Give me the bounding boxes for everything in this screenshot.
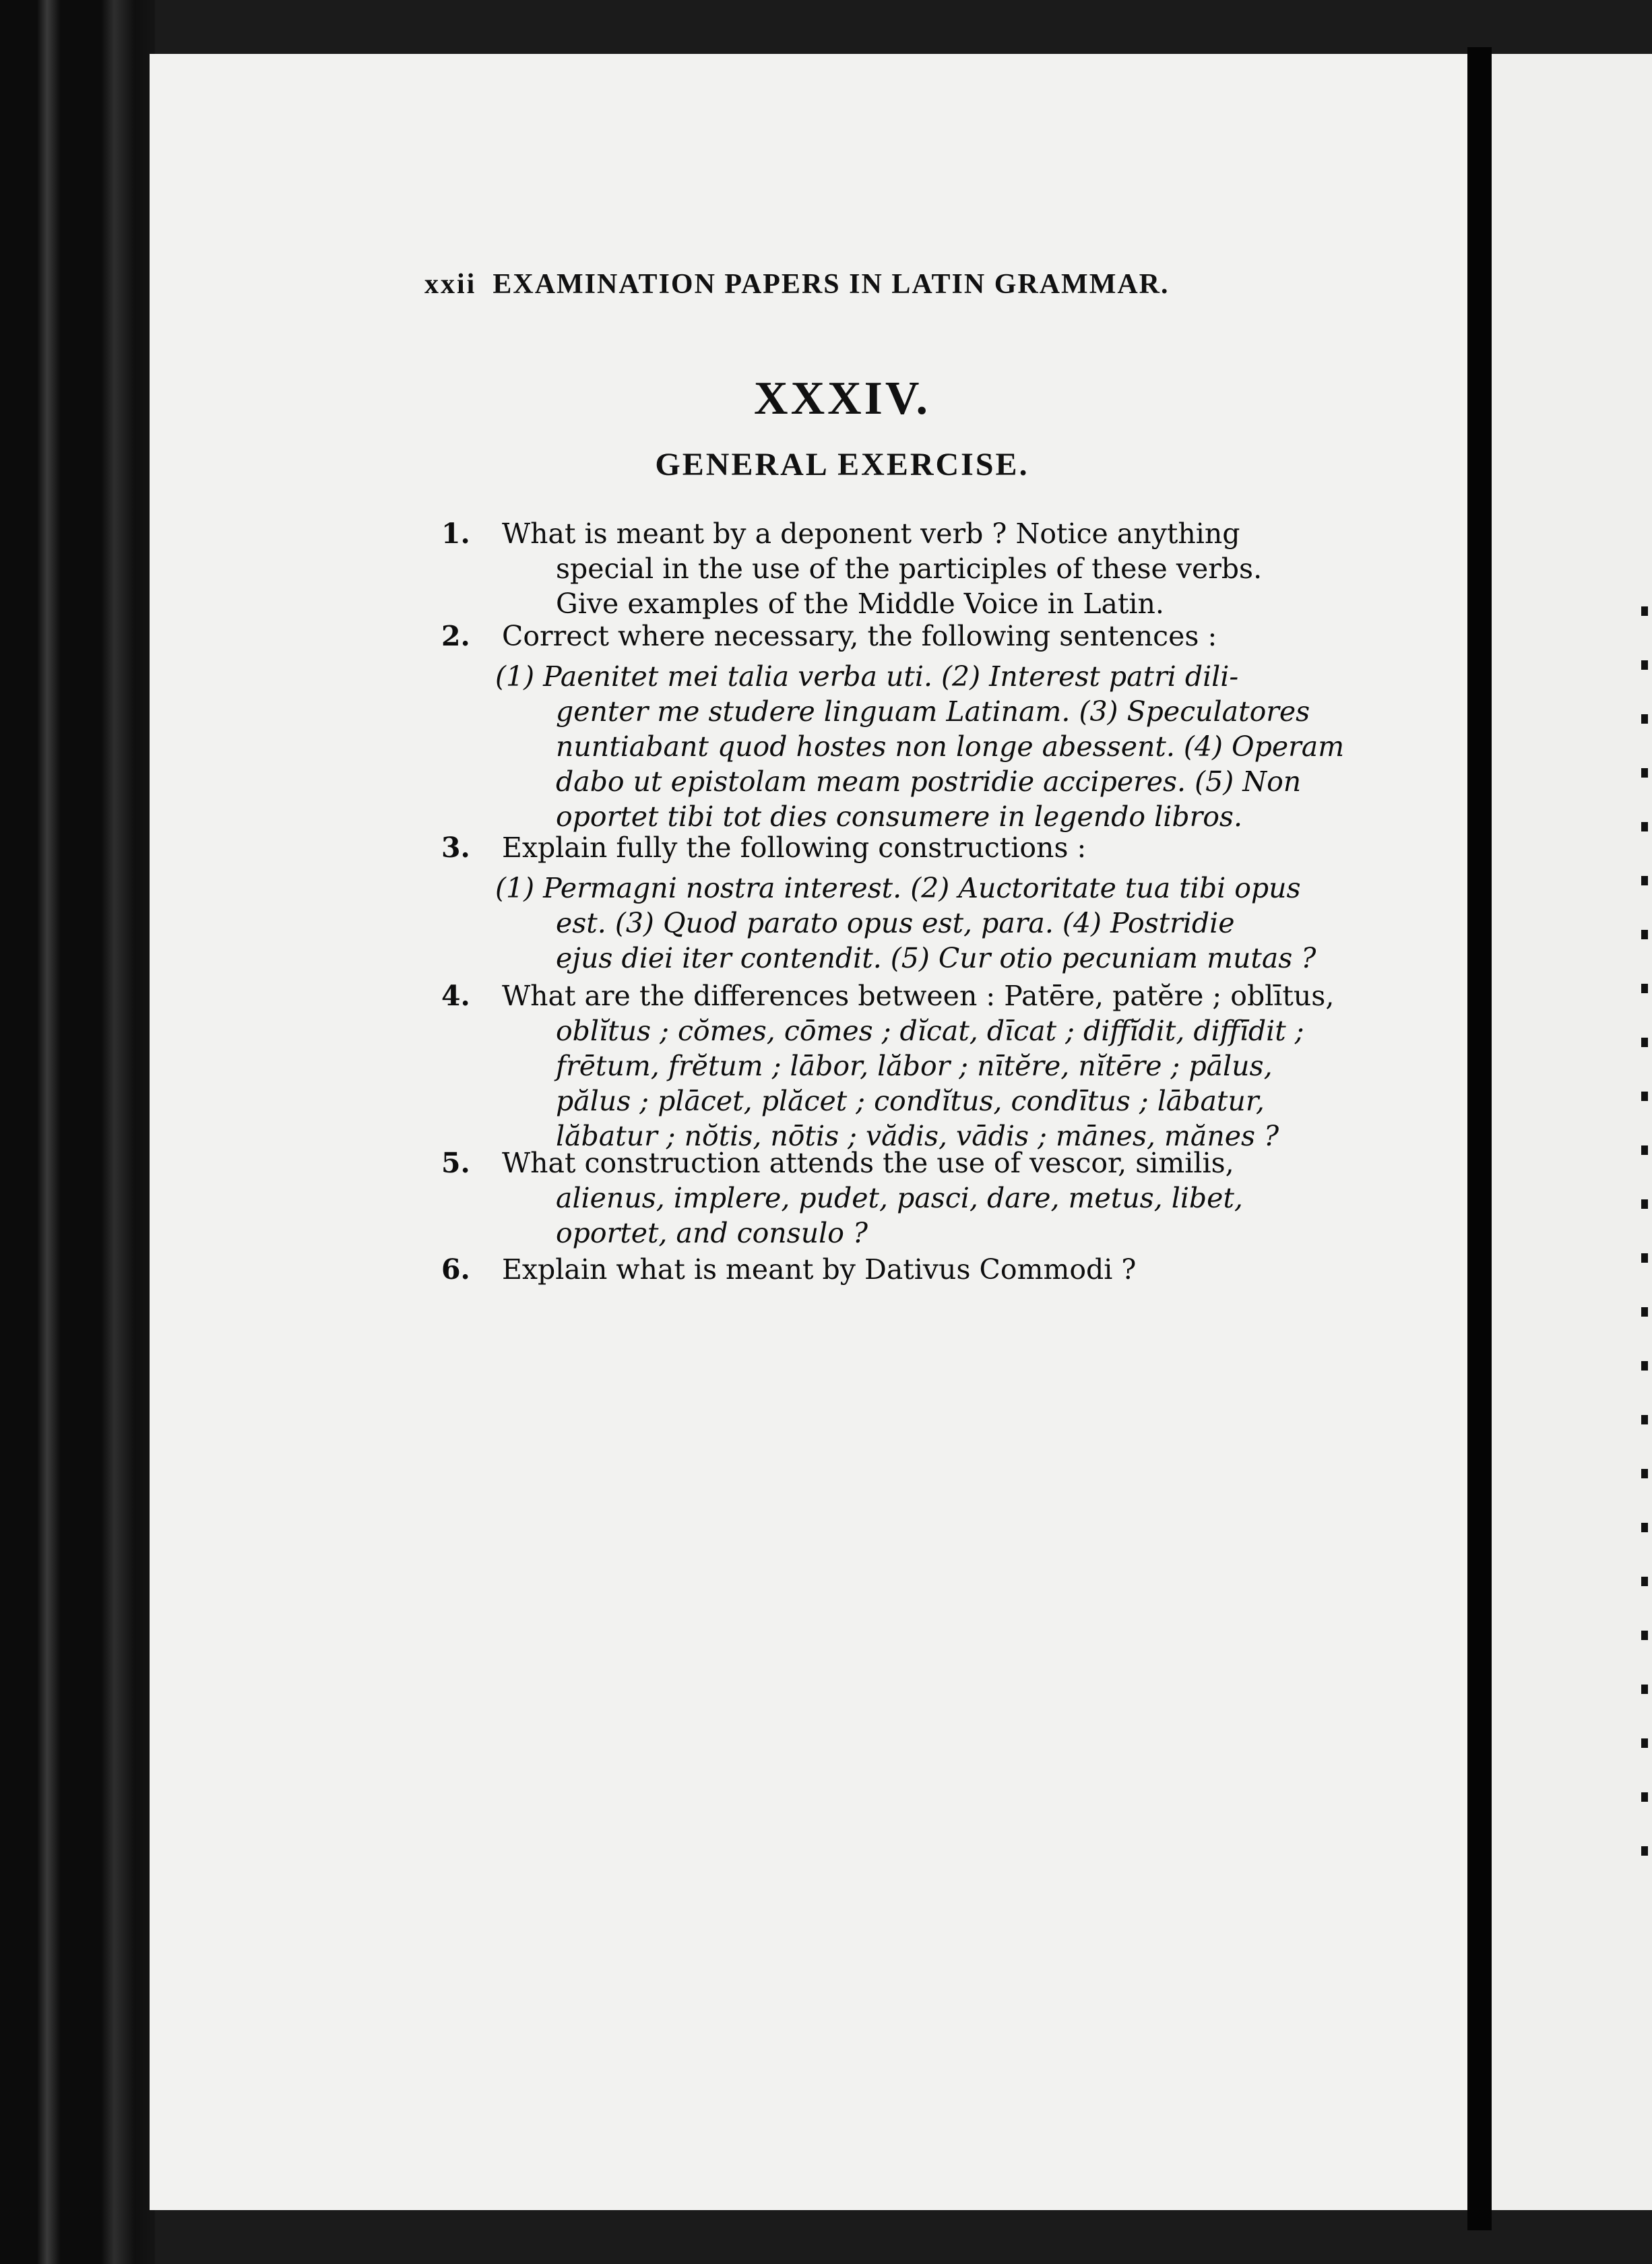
question-text-line: pălus ; plācet, plăcet ; condĭtus, condītus ; lābatur, <box>556 1085 1265 1117</box>
book-binding-edge <box>0 0 155 2264</box>
construction-line: est. (3) Quod parato opus est, para. (4) Postridie <box>556 907 1235 939</box>
section-number: XXXIV. <box>754 373 930 425</box>
question-text-line: What are the differences between : Patēre, patĕre ; oblītus, <box>502 980 1335 1012</box>
sentence-line: nuntiabant quod hostes non longe abessent. (4) Operam <box>556 730 1345 763</box>
question-lead: Explain fully the following constructions : <box>502 831 1087 864</box>
question-text-line: Give examples of the Middle Voice in Latin. <box>556 588 1164 620</box>
question-text-line: special in the use of the participles of these verbs. <box>556 553 1263 585</box>
question-number: 6. <box>441 1253 470 1286</box>
question-lead: Correct where necessary, the following sentences : <box>502 620 1217 652</box>
facing-page-edge-marks <box>1641 606 1648 1887</box>
question-text-line: oportet, and consulo ? <box>556 1217 868 1249</box>
question-text-line: frētum, frĕtum ; lābor, lăbor ; nītĕre, nĭtēre ; pālus, <box>556 1050 1273 1082</box>
question-number: 1. <box>441 517 470 550</box>
construction-line: ejus diei iter contendit. (5) Cur otio pecuniam mutas ? <box>556 942 1316 974</box>
question-text-line: alienus, implere, pudet, pasci, dare, metus, libet, <box>556 1182 1243 1214</box>
sentence-line: (1) Paenitet mei talia verba uti. (2) Interest patri dili- <box>495 660 1239 693</box>
question-text-line: lăbatur ; nŏtis, nōtis ; vădis, vādis ; mānes, mănes ? <box>556 1120 1279 1152</box>
question-text-line: Explain what is meant by Dativus Commodi ? <box>502 1253 1137 1286</box>
section-title: GENERAL EXERCISE. <box>655 447 1029 482</box>
question-number: 2. <box>441 620 470 652</box>
sentence-line: oportet tibi tot dies consumere in legendo libros. <box>556 800 1242 833</box>
running-title: EXAMINATION PAPERS IN LATIN GRAMMAR. <box>493 269 1170 300</box>
running-head <box>424 268 1233 301</box>
question-text-line: oblĭtus ; cŏmes, cōmes ; dĭcat, dīcat ; diffĭdit, diffīdit ; <box>556 1015 1304 1047</box>
question-number: 4. <box>441 980 470 1012</box>
question-text-line: What is meant by a deponent verb ? Notice anything <box>502 517 1240 550</box>
sentence-line: genter me studere linguam Latinam. (3) Speculatores <box>556 695 1310 728</box>
question-text-line: What construction attends the use of vescor, similis, <box>502 1147 1234 1179</box>
question-number: 3. <box>441 831 470 864</box>
sentence-line: dabo ut epistolam meam postridie acciperes. (5) Non <box>556 765 1302 798</box>
question-number: 5. <box>441 1147 470 1179</box>
facing-page <box>1492 54 1652 2210</box>
page-gutter <box>1467 47 1492 2230</box>
construction-line: (1) Permagni nostra interest. (2) Auctoritate tua tibi opus <box>495 872 1301 904</box>
page-number: xxii <box>424 269 477 300</box>
